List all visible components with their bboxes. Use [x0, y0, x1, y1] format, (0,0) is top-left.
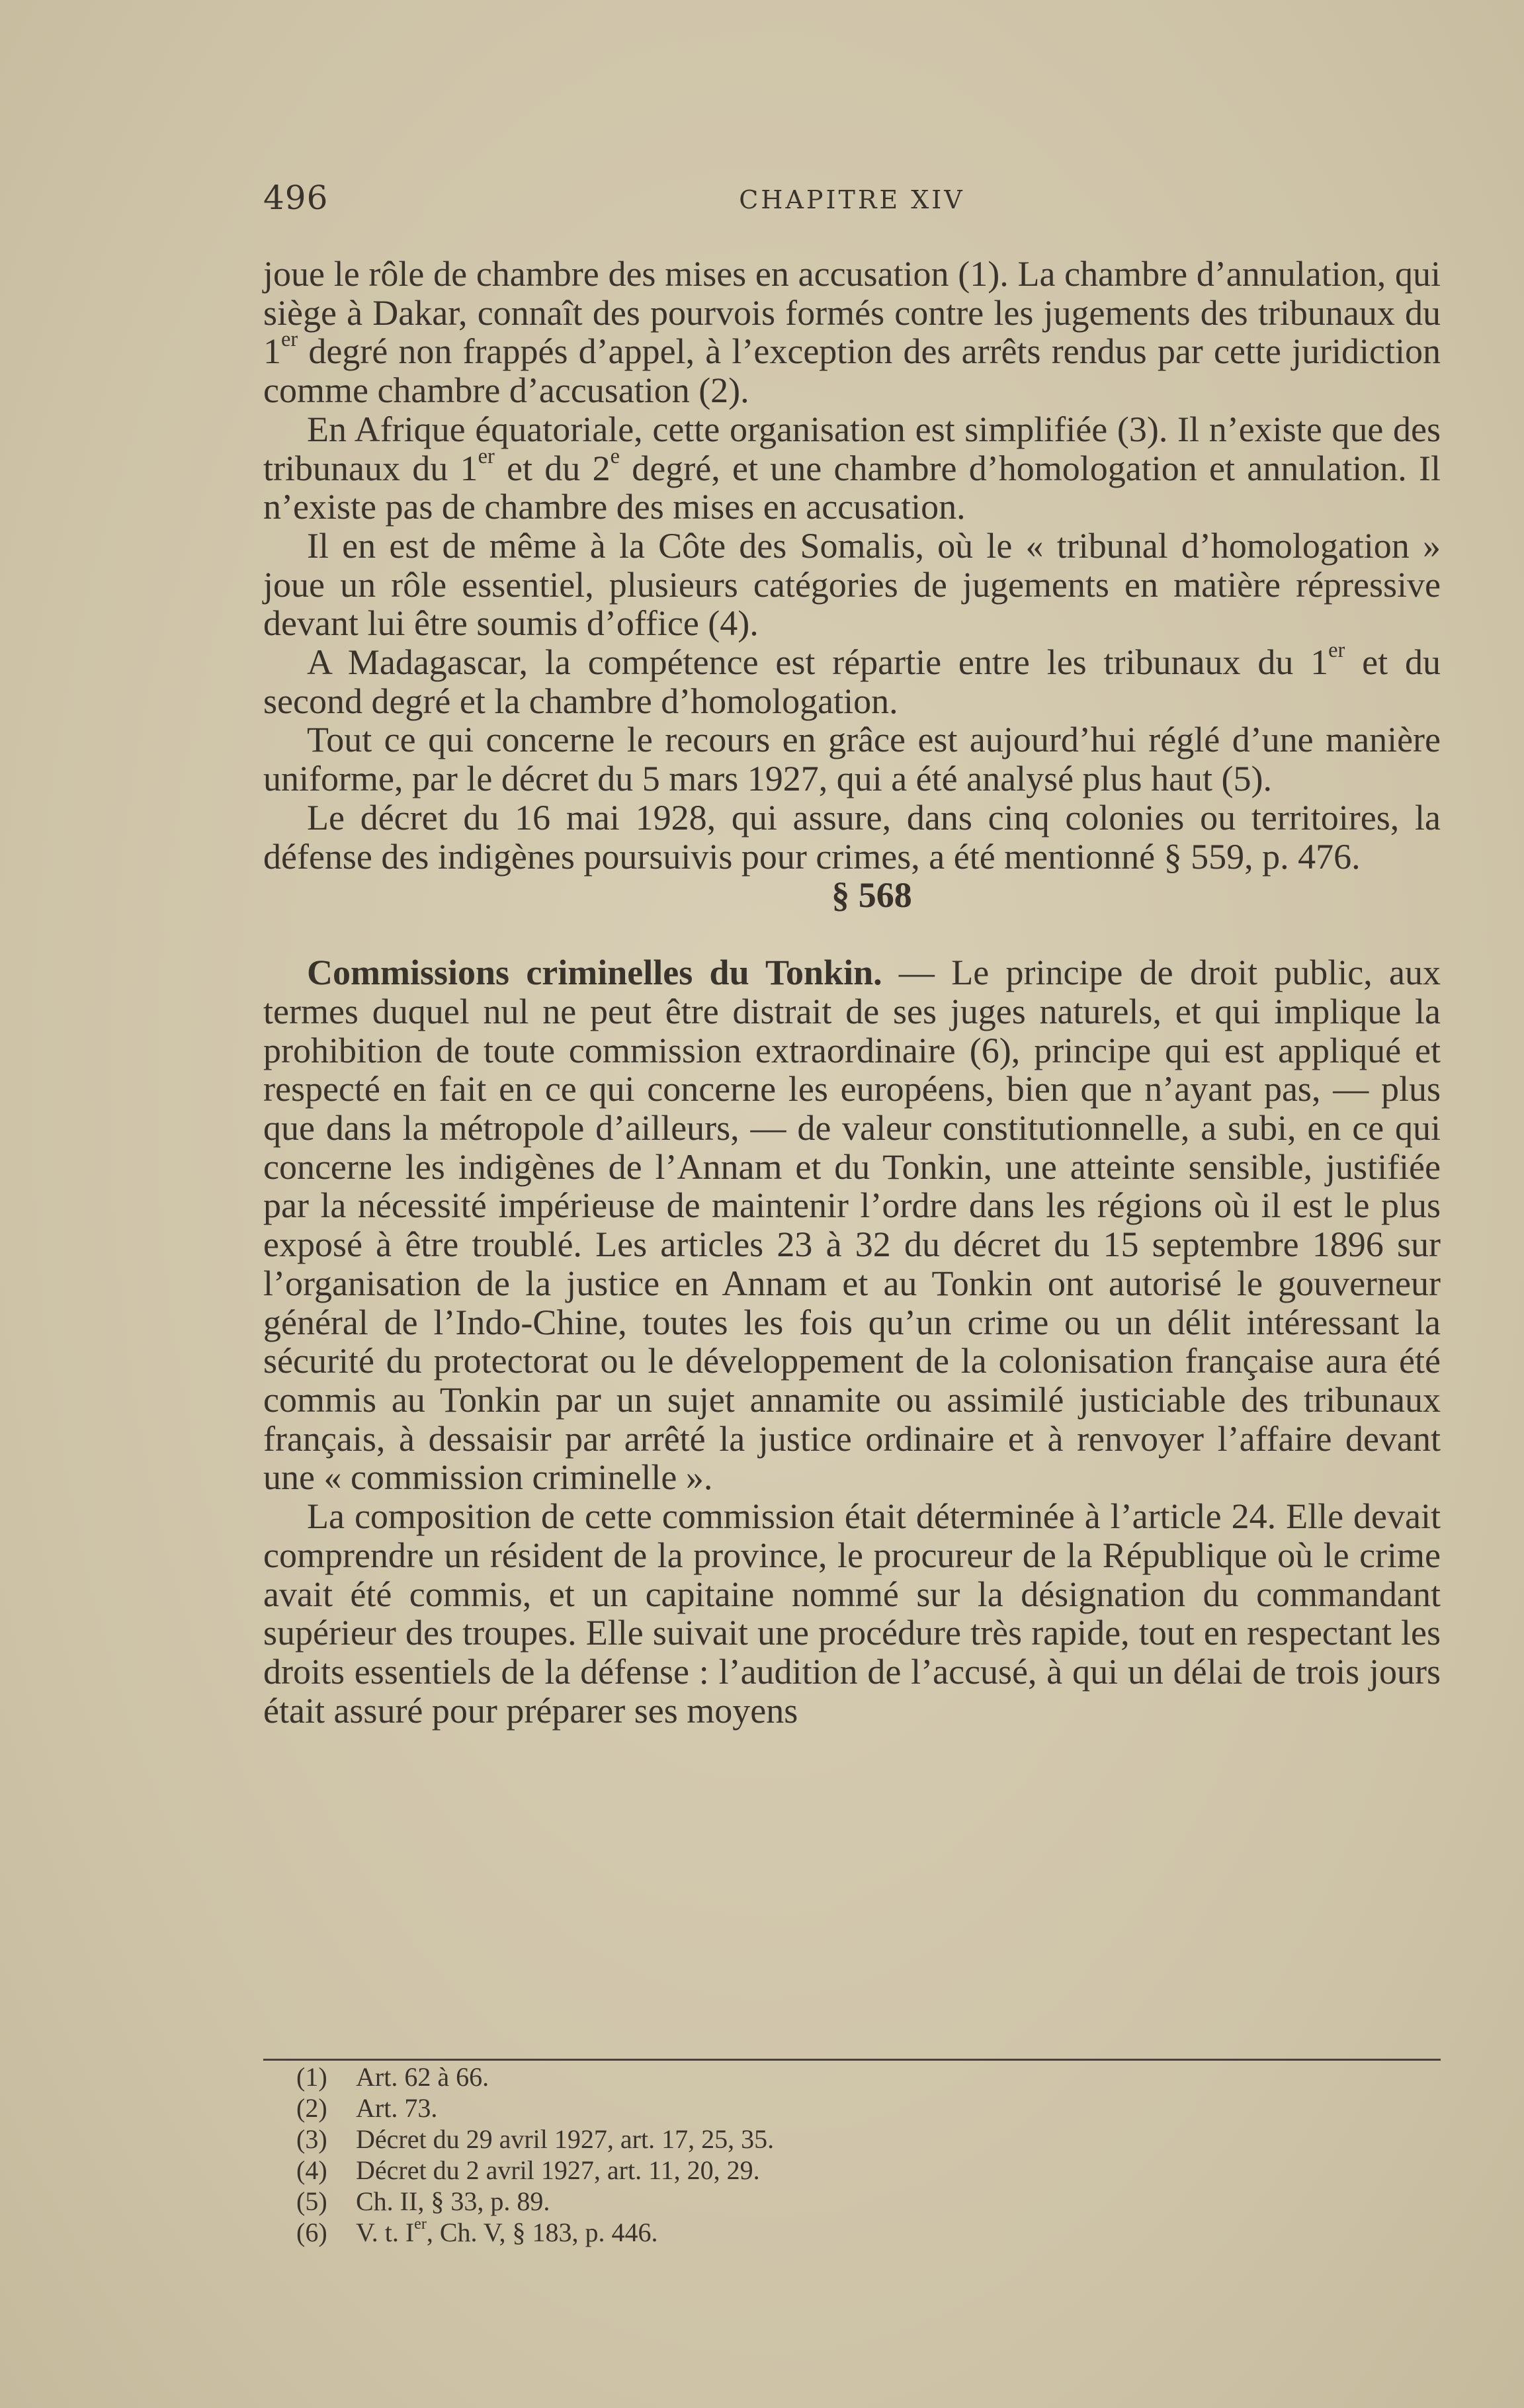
paragraph: joue le rôle de chambre des mises en accusation (1). La chambre d’annulation, qui siège à Dakar, connaît des pourvois formés contre les jugements des tribunaux du 1er degré non frappés d’appel, à l’exception des arrêts rendus par cette juridiction comme chambre d’accusation (2).	[263, 254, 1441, 411]
page-number: 496	[263, 179, 329, 217]
section-number: § 568	[831, 875, 912, 916]
page-header	[263, 179, 1441, 225]
paragraph: Commissions criminelles du Tonkin. — Le principe de droit public, aux termes duquel nul ne peut être distrait de ses juges naturels, et qui implique la prohibition de toute commission extraordinaire (6), principe qui est appliqué et respecté en fait en ce qui concerne les européens, bien que n’ayant pas, — plus que dans la métropole d’ailleurs, — de valeur constitutionnelle, a subi, en ce qui concerne les indigènes de l’Annam et du Tonkin, une atteinte sensible, justifiée par la nécessité impérieuse de maintenir l’ordre dans les régions où il est le plus exposé à être troublé. Les articles 23 à 32 du décret du 15 septembre 1896 sur l’organisation de la justice en Annam et au Tonkin ont autorisé le gouverneur général de l’Indo-Chine, toutes les fois qu’un crime ou un délit intéressant la sécurité du protectorat ou le développement de la colonisation française aura été commis au Tonkin par un sujet annamite ou assimilé justiciable des tribunaux français, à dessaisir par arrêté la justice ordinaire et à renvoyer l’affaire devant une « commission criminelle ».	[263, 953, 1441, 1498]
footnote: (2) Art. 73.	[296, 2093, 438, 2123]
footnote: (5) Ch. II, § 33, p. 89.	[296, 2186, 550, 2216]
footnote: (1) Art. 62 à 66.	[296, 2062, 489, 2092]
footnote: (6) V. t. Ier, Ch. V, § 183, p. 446.	[296, 2215, 658, 2247]
footnote: (4) Décret du 2 avril 1927, art. 11, 20, 29.	[296, 2155, 760, 2185]
paragraph: A Madagascar, la compétence est répartie entre les tribunaux du 1er et du second degré et la chambre d’homologation.	[263, 638, 1441, 721]
footnote: (3) Décret du 29 avril 1927, art. 17, 25, 35.	[296, 2124, 775, 2154]
footnote-rule	[263, 2059, 1441, 2061]
paragraph: Le décret du 16 mai 1928, qui assure, dans cinq colonies ou territoires, la défense des indigènes poursuivis pour crimes, a été mentionné § 559, p. 476.	[263, 797, 1441, 877]
footnotes	[296, 2061, 1421, 2248]
running-head: CHAPITRE XIV	[739, 185, 965, 214]
paragraph: Tout ce qui concerne le recours en grâce est aujourd’hui réglé d’une manière uniforme, par le décret du 5 mars 1927, qui a été analysé plus haut (5).	[263, 720, 1441, 799]
section-title: Commissions criminelles du Tonkin.	[307, 953, 882, 993]
paragraph: En Afrique équatoriale, cette organisation est simplifiée (3). Il n’existe que des tribunaux du 1er et du 2e degré, et une chambre d’homologation et annulation. Il n’existe pas de chambre des mises en accusation.	[263, 409, 1441, 527]
body-text	[263, 255, 1441, 1730]
paragraph: La composition de cette commission était déterminée à l’article 24. Elle devait comprendre un résident de la province, le procureur de la République où le crime avait été commis, et un capitaine nommé sur la désignation du commandant supérieur des troupes. Elle suivait une procédure très rapide, tout en respectant les droits essentiels de la défense : l’audition de l’accusé, à qui un délai de trois jours était assuré pour préparer ses moyens	[263, 1496, 1441, 1731]
paragraph: Il en est de même à la Côte des Somalis, où le « tribunal d’homologation » joue un rôle essentiel, plusieurs catégories de jugements en matière répressive devant lui être soumis d’office (4).	[263, 525, 1441, 644]
